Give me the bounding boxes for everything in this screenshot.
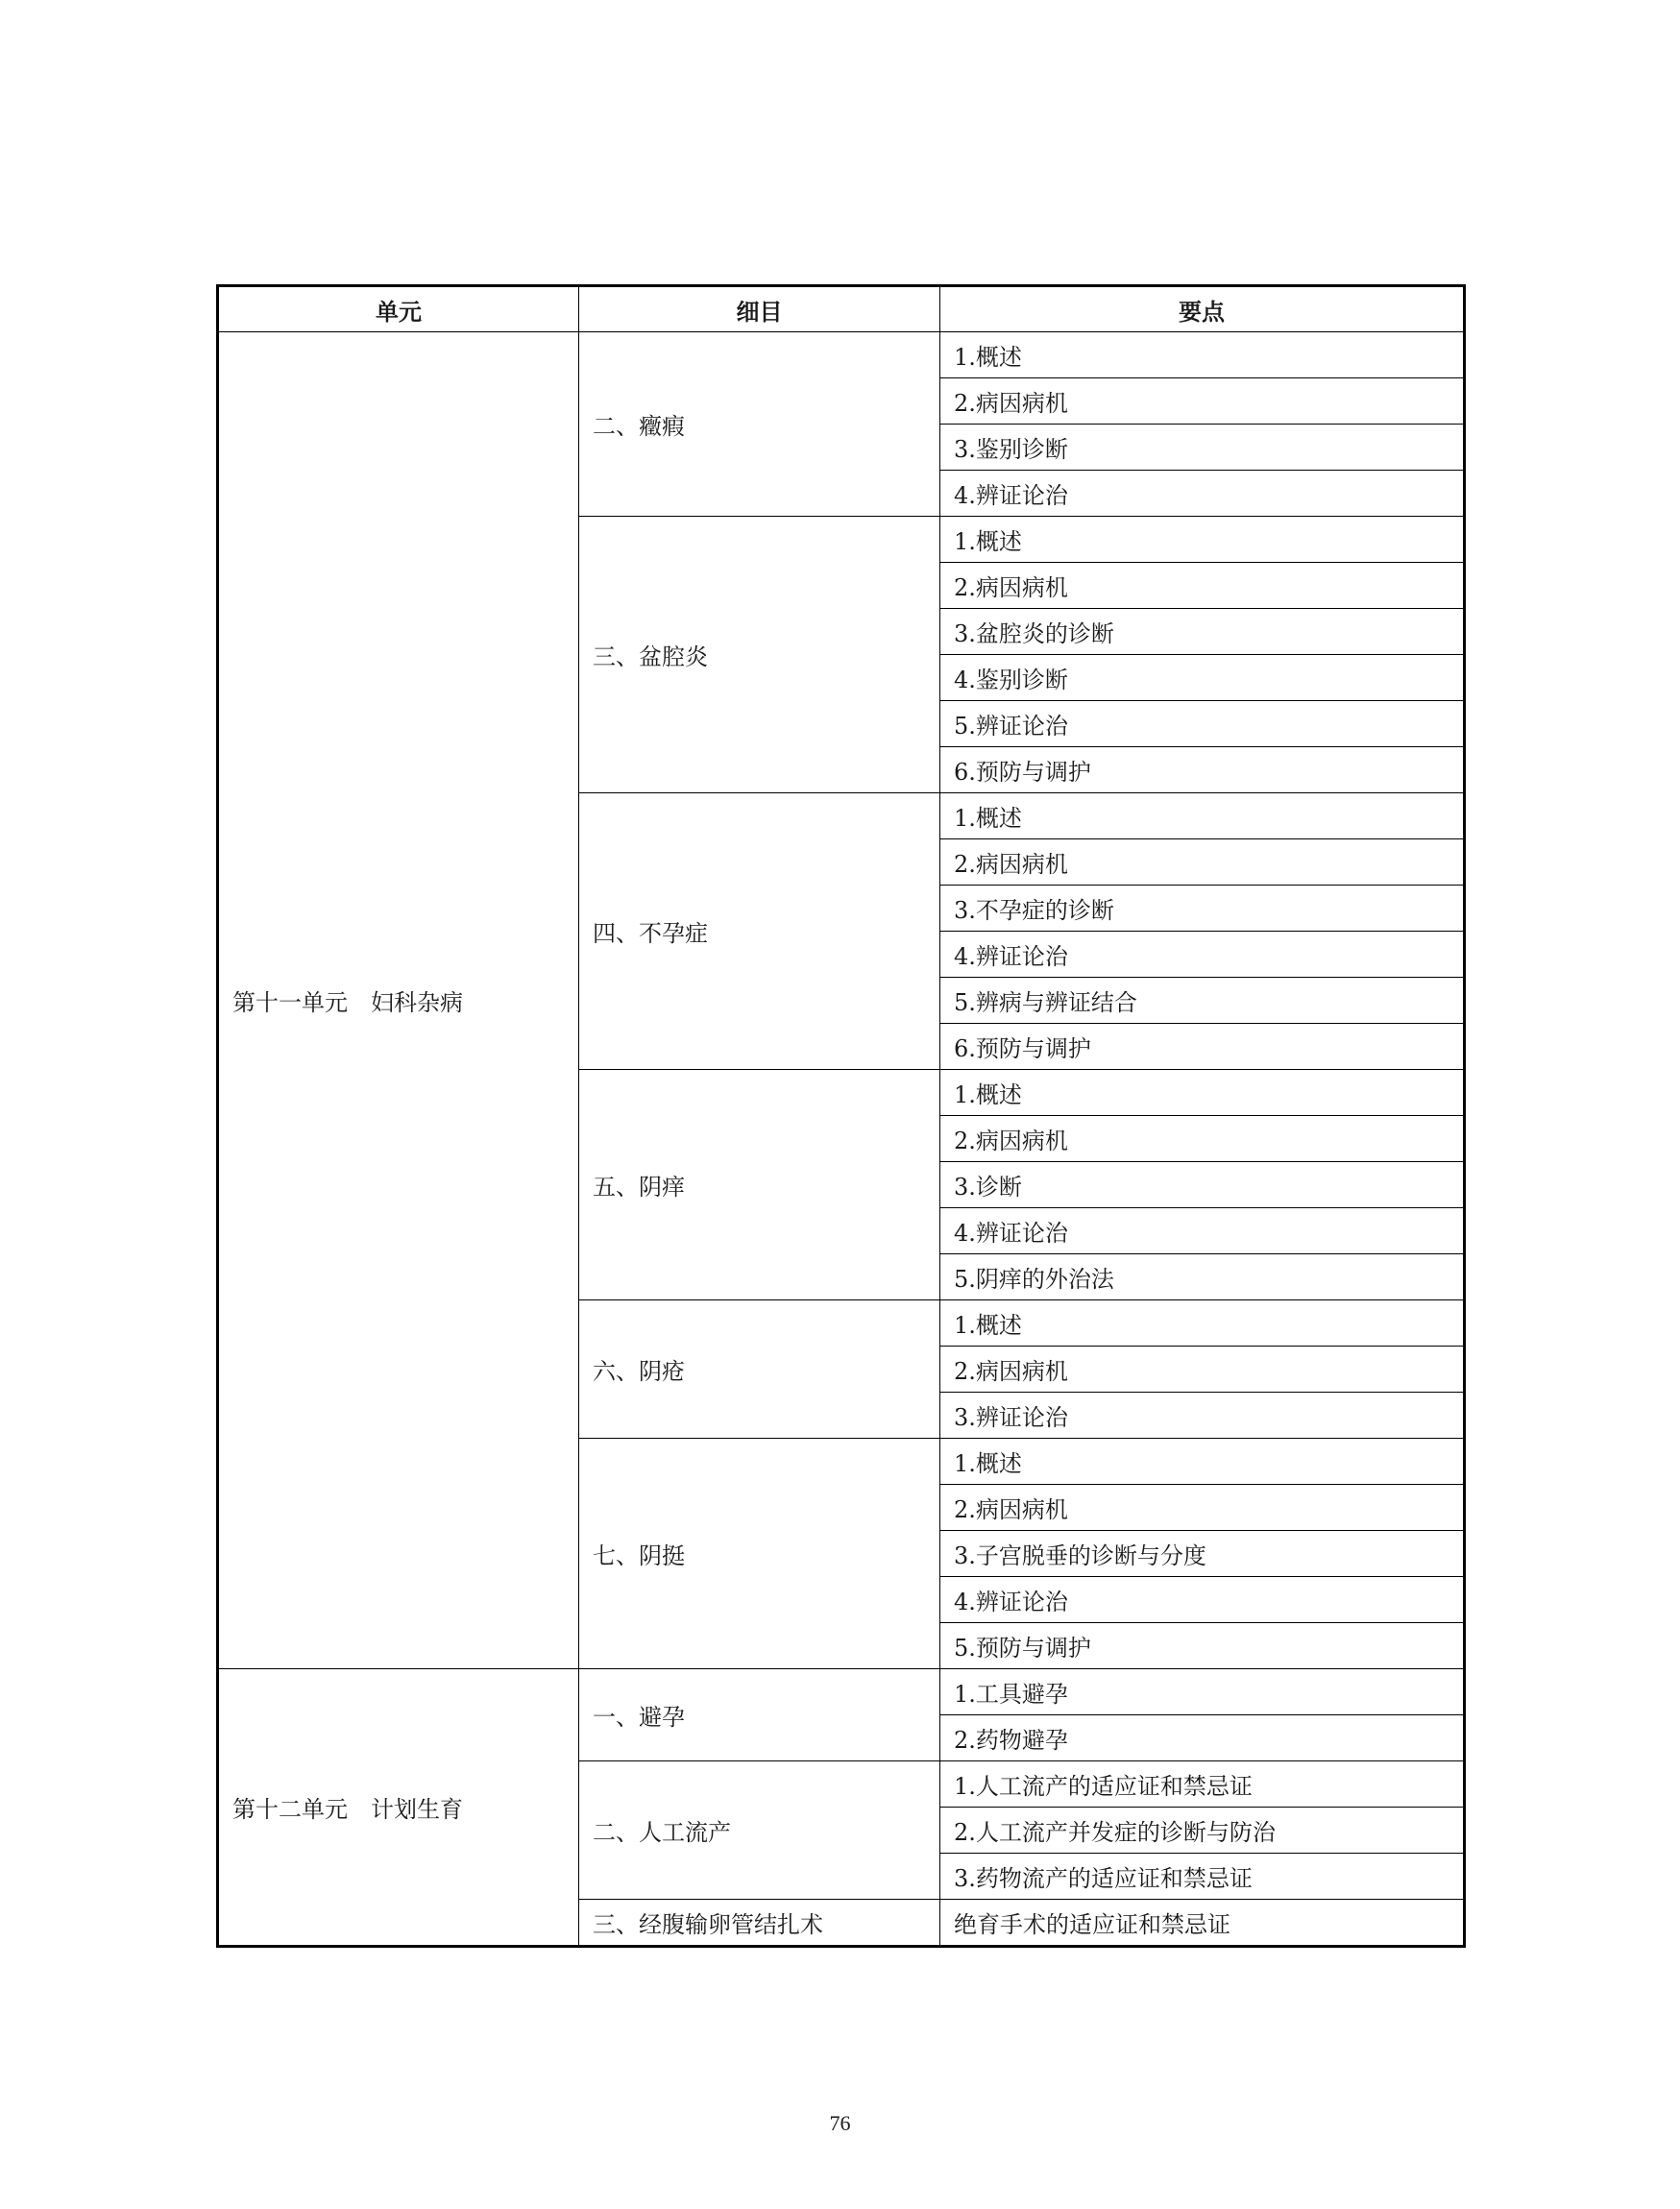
table-header-row bbox=[218, 286, 1465, 332]
point-cell: 4.辨证论治 bbox=[940, 932, 1465, 978]
point-cell: 3.药物流产的适应证和禁忌证 bbox=[940, 1854, 1465, 1900]
unit-cell: 第十二单元 计划生育 bbox=[218, 1669, 579, 1947]
point-cell: 3.不孕症的诊断 bbox=[940, 886, 1465, 932]
point-cell: 4.辨证论治 bbox=[940, 1208, 1465, 1254]
point-cell: 6.预防与调护 bbox=[940, 1024, 1465, 1070]
item-cell: 六、阴疮 bbox=[579, 1300, 940, 1439]
point-cell: 5.预防与调护 bbox=[940, 1623, 1465, 1669]
point-cell: 3.辨证论治 bbox=[940, 1393, 1465, 1439]
point-cell: 5.辨病与辨证结合 bbox=[940, 978, 1465, 1024]
point-cell: 2.病因病机 bbox=[940, 378, 1465, 425]
item-cell: 二、癥瘕 bbox=[579, 332, 940, 517]
point-cell: 2.病因病机 bbox=[940, 563, 1465, 609]
point-cell: 1.工具避孕 bbox=[940, 1669, 1465, 1715]
unit-cell: 第十一单元 妇科杂病 bbox=[218, 332, 579, 1669]
point-cell: 1.人工流产的适应证和禁忌证 bbox=[940, 1761, 1465, 1808]
item-cell: 四、不孕症 bbox=[579, 793, 940, 1070]
point-cell: 1.概述 bbox=[940, 1439, 1465, 1485]
header-point: 要点 bbox=[940, 286, 1465, 332]
point-cell: 1.概述 bbox=[940, 332, 1465, 378]
point-cell: 6.预防与调护 bbox=[940, 747, 1465, 793]
item-cell: 一、避孕 bbox=[579, 1669, 940, 1761]
point-cell: 绝育手术的适应证和禁忌证 bbox=[940, 1900, 1465, 1947]
point-cell: 2.病因病机 bbox=[940, 1347, 1465, 1393]
point-cell: 4.鉴别诊断 bbox=[940, 655, 1465, 701]
table-row bbox=[218, 332, 1465, 378]
syllabus-table bbox=[216, 284, 1466, 1948]
point-cell: 2.病因病机 bbox=[940, 839, 1465, 886]
point-cell: 2.人工流产并发症的诊断与防治 bbox=[940, 1808, 1465, 1854]
page-number: 76 bbox=[829, 2111, 851, 2135]
point-cell: 1.概述 bbox=[940, 1300, 1465, 1347]
point-cell: 2.病因病机 bbox=[940, 1116, 1465, 1162]
item-cell: 七、阴挺 bbox=[579, 1439, 940, 1669]
header-item: 细目 bbox=[579, 286, 940, 332]
point-cell: 2.药物避孕 bbox=[940, 1715, 1465, 1761]
point-cell: 1.概述 bbox=[940, 1070, 1465, 1116]
point-cell: 4.辨证论治 bbox=[940, 1577, 1465, 1623]
table-body bbox=[218, 332, 1465, 1947]
point-cell: 3.子宫脱垂的诊断与分度 bbox=[940, 1531, 1465, 1577]
point-cell: 5.阴痒的外治法 bbox=[940, 1254, 1465, 1300]
point-cell: 2.病因病机 bbox=[940, 1485, 1465, 1531]
point-cell: 3.诊断 bbox=[940, 1162, 1465, 1208]
point-cell: 1.概述 bbox=[940, 793, 1465, 839]
item-cell: 三、盆腔炎 bbox=[579, 517, 940, 793]
point-cell: 5.辨证论治 bbox=[940, 701, 1465, 747]
point-cell: 3.盆腔炎的诊断 bbox=[940, 609, 1465, 655]
item-cell: 三、经腹输卵管结扎术 bbox=[579, 1900, 940, 1947]
point-cell: 3.鉴别诊断 bbox=[940, 425, 1465, 471]
header-unit: 单元 bbox=[218, 286, 579, 332]
table-row bbox=[218, 1669, 1465, 1715]
point-cell: 4.辨证论治 bbox=[940, 471, 1465, 517]
point-cell: 1.概述 bbox=[940, 517, 1465, 563]
item-cell: 五、阴痒 bbox=[579, 1070, 940, 1300]
item-cell: 二、人工流产 bbox=[579, 1761, 940, 1900]
